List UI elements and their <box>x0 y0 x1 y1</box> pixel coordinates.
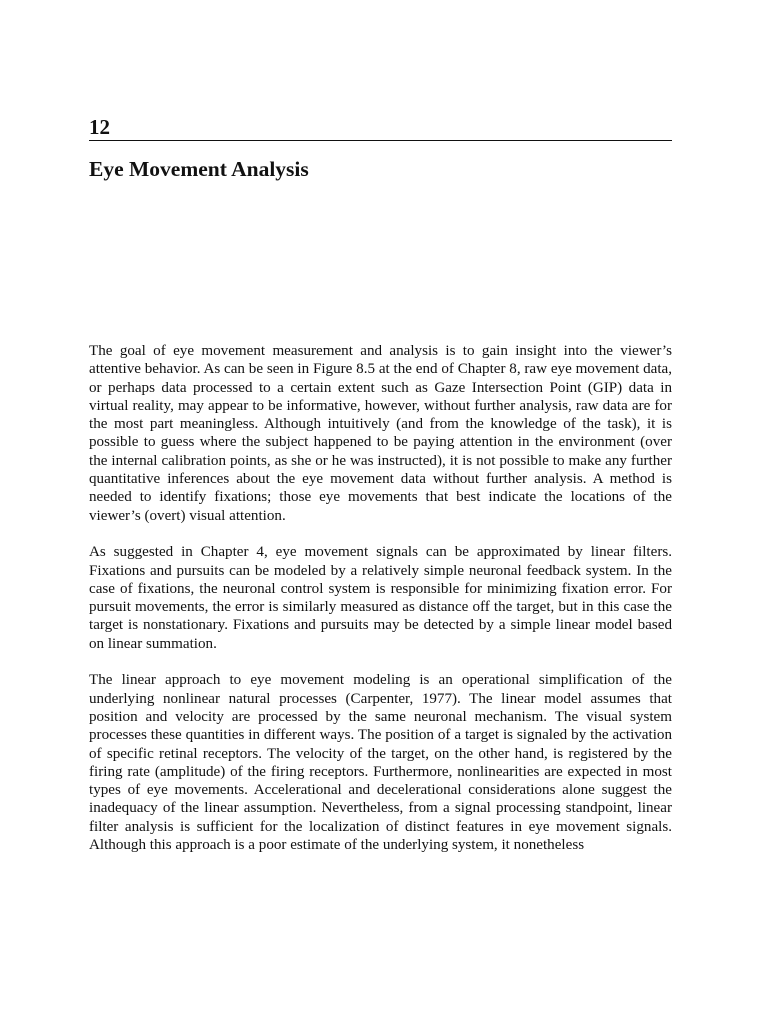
paragraph-linear-filters: As suggested in Chapter 4, eye movement signals can be approximated by linear filters. Fixations and pursuits can be modeled by a relatively simple neuronal feedback system. In the case of fixations, the neuronal control system is responsible for minimizing fixation error. For pursuit movements, the error is similarly measured as distance off the target, but in this case the target is nonstationary. Fixations and pursuits may be detected by a simple linear model based on linear summation. <box>89 544 672 652</box>
chapter-divider <box>89 140 672 141</box>
chapter-body <box>89 342 672 873</box>
paragraph-intro: The goal of eye movement measurement and analysis is to gain insight into the viewer’s attentive behavior. As can be seen in Figure 8.5 at the end of Chapter 8, raw eye movement data, or perhaps data processed to a certain extent such as Gaze Intersection Point (GIP) data in virtual reality, may appear to be informative, however, without further analysis, raw data are for the most part meaningless. Although intuitively (and from the knowledge of the task), it is possible to guess where the subject happened to be paying attention in the environment (over the internal calibration points, as she or he was instructed), it is not possible to make any further quantitative inferences about the eye movement data without further analysis. A method is needed to identify fixations; those eye movements that best indicate the locations of the viewer’s (overt) visual attention. <box>89 343 672 524</box>
chapter-number: 12 <box>89 115 110 139</box>
book-page <box>89 0 672 1024</box>
chapter-title: Eye Movement Analysis <box>89 157 309 181</box>
paragraph-linear-approach: The linear approach to eye movement modeling is an operational simplification of the underlying nonlinear natural processes (Carpenter, 1977). The linear model assumes that position and velocity are processed by the same neuronal mechanism. The visual system processes these quantities in different ways. The position of a target is signaled by the activation of specific retinal receptors. The velocity of the target, on the other hand, is registered by the firing rate (amplitude) of the firing receptors. Furthermore, nonlinearities are expected in most types of eye movements. Accelerational and decelerational considerations alone suggest the inadequacy of the linear assumption. Nevertheless, from a signal processing standpoint, linear filter analysis is sufficient for the localization of distinct features in eye movement signals. Although this approach is a poor estimate of the underlying system, it nonetheless <box>89 672 672 854</box>
